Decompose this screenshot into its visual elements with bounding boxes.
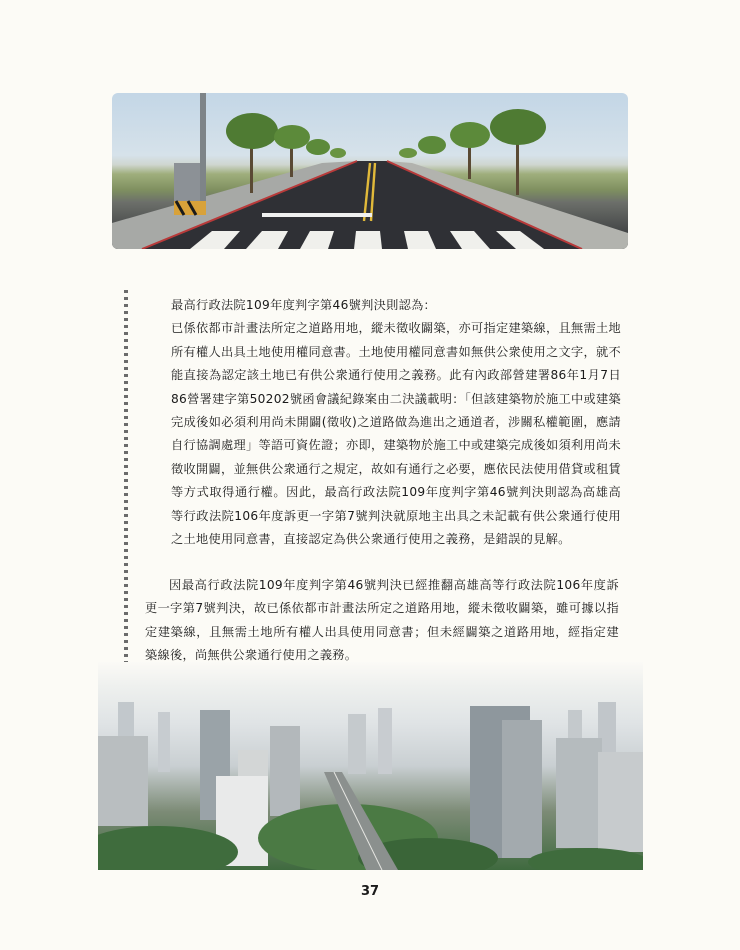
city-skyline-photo	[98, 662, 643, 870]
ruling-body: 已係依都市計畫法所定之道路用地，縱未徵收闢築，亦可指定建築線，且無需土地所有權人出具土地使用權同意書。土地使用權同意書如無供公衆使用之文字，就不能直接為認定該土地已有供公衆通行使用之義務。此有內政部營建署86年1月7日86營署建字第50202號函會議紀錄案由二決議載明：「但該建築物於施工中或建築完成後如必須利用尚未開闢(徵收)之道路做為進出之通道者，涉關私權範圍，應請自行協調處理」等語可資佐證；亦即，建築物於施工中或建築完成後如須利用尚未徵收開闢，並無供公衆通行之規定，故如有通行之必要，應依民法使用借貸或租賃等方式取得通行權。因此，最高行政法院109年度判字第46號判決則認為高雄高等行政法院106年度訴更一字第7號判決就原地主出具之未記載有供公衆通行使用之土地使用同意書，直接認定為供公衆通行使用之義務，是錯誤的見解。	[171, 321, 621, 547]
road-photo	[112, 93, 628, 249]
ruling-heading: 最高行政法院109年度判字第46號判決則認為：	[171, 298, 437, 312]
city-illustration	[98, 662, 643, 870]
road-illustration	[112, 93, 628, 249]
ruling-section	[171, 294, 621, 551]
page-number: 37	[360, 884, 380, 899]
conclusion-paragraph: 因最高行政法院109年度判字第46號判決已經推翻高雄高等行政法院106年度訴更一字第7號判決，故已係依都市計畫法所定之道路用地，縱未徵收闢築，雖可據以指定建築線，且無需土地所有權人出具使用同意書；但未經闢築之道路用地，經指定建築線後，尚無供公衆通行使用之義務。	[145, 578, 619, 663]
dotted-margin-rule	[124, 290, 128, 676]
